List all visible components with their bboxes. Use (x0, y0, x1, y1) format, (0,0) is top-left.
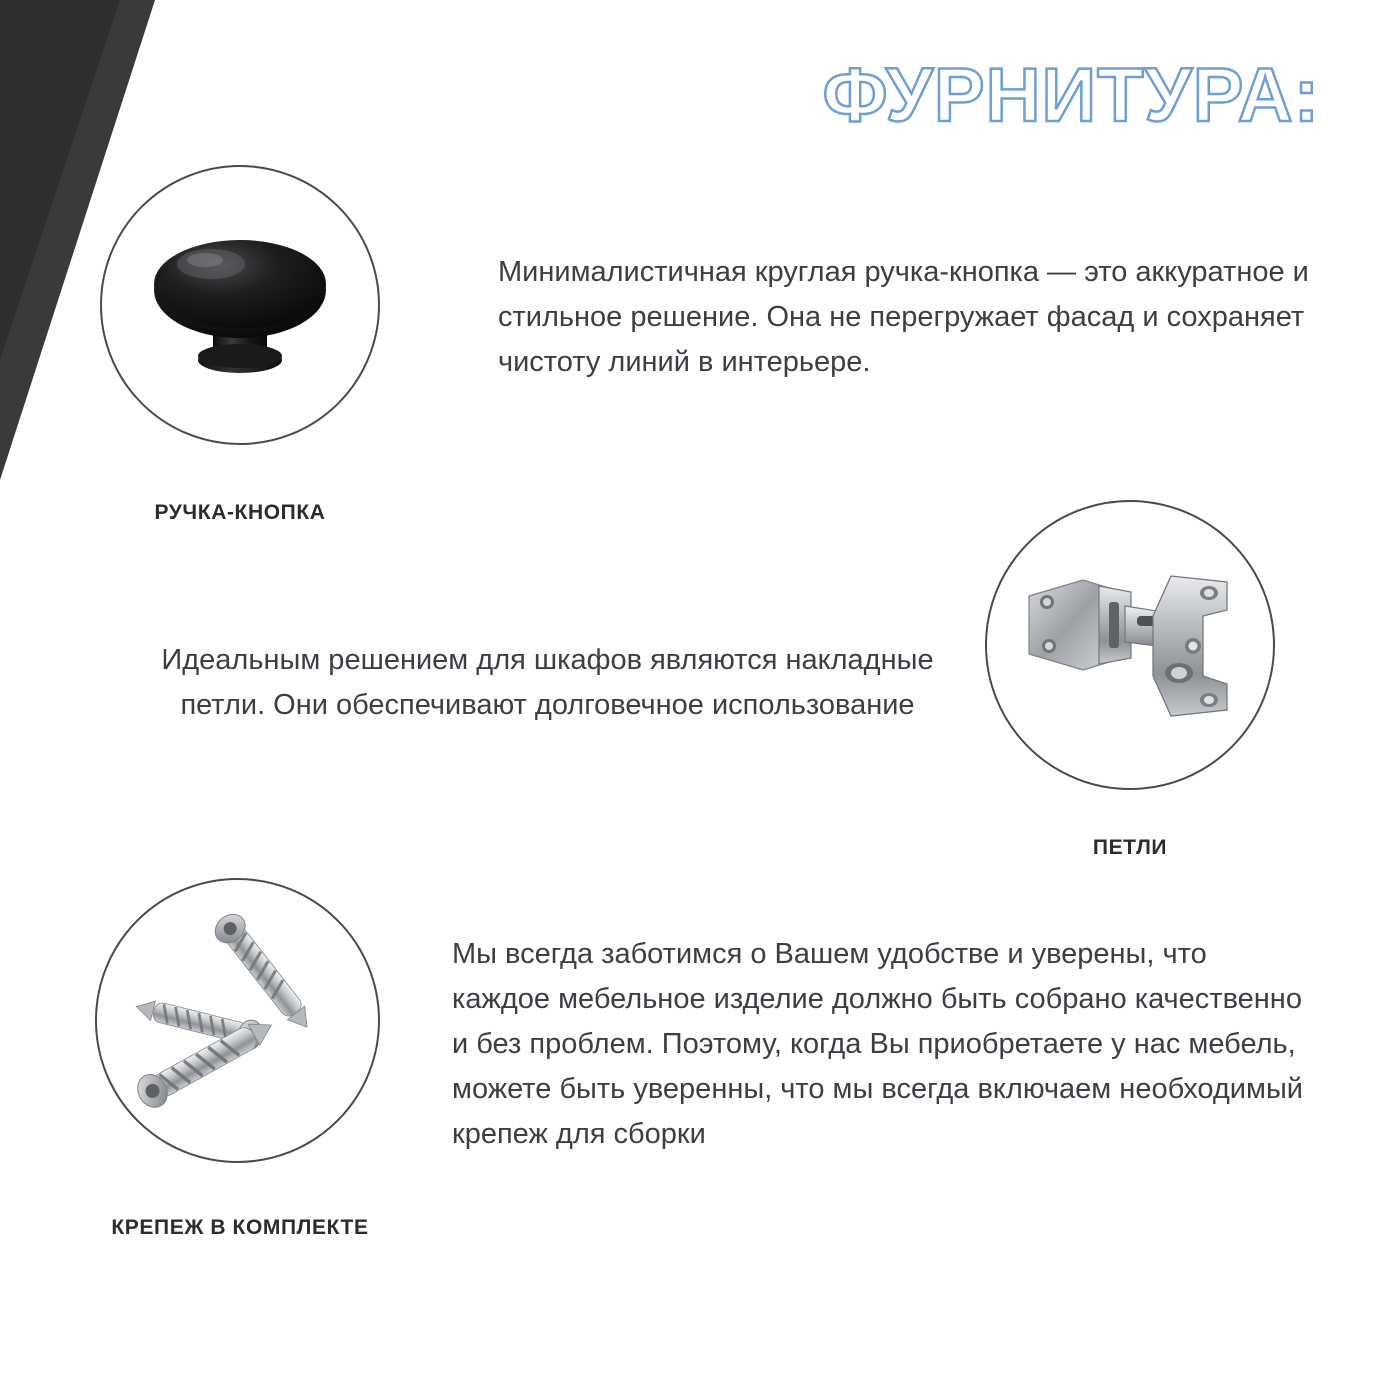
hinge-caption: ПЕТЛИ (1092, 836, 1168, 859)
screws-paragraph: Мы всегда заботимся о Вашем удобстве и уверены, что каждое мебельное изделие должно быть собрано качественно и без проблем. Поэтому, когда Вы приобретаете у нас мебель, можете быть уверенны, что мы всегда включаем необходимый крепеж для сборки (452, 938, 1303, 1150)
knob-image-frame (100, 165, 380, 445)
hinge-image-frame (985, 500, 1275, 790)
screws-caption: КРЕПЕЖ В КОМПЛЕКТЕ (111, 1216, 369, 1239)
knob-caption: РУЧКА-КНОПКА (154, 501, 326, 524)
page-title: ФУРНИТУРА: (822, 53, 1320, 138)
round-knob-photo (102, 167, 378, 443)
cabinet-hinge-photo (987, 502, 1273, 788)
knob-paragraph: Минималистичная круглая ручка-кнопка — это аккуратное и стильное решение. Она не перегружает фасад и сохраняет чистоту линий в интерьере. (498, 256, 1309, 378)
hinge-paragraph: Идеальным решением для шкафов являются накладные петли. Они обеспечивают долговечное использование (161, 644, 934, 721)
confirmat-screws-photo (97, 880, 378, 1161)
screws-image-frame (95, 878, 380, 1163)
